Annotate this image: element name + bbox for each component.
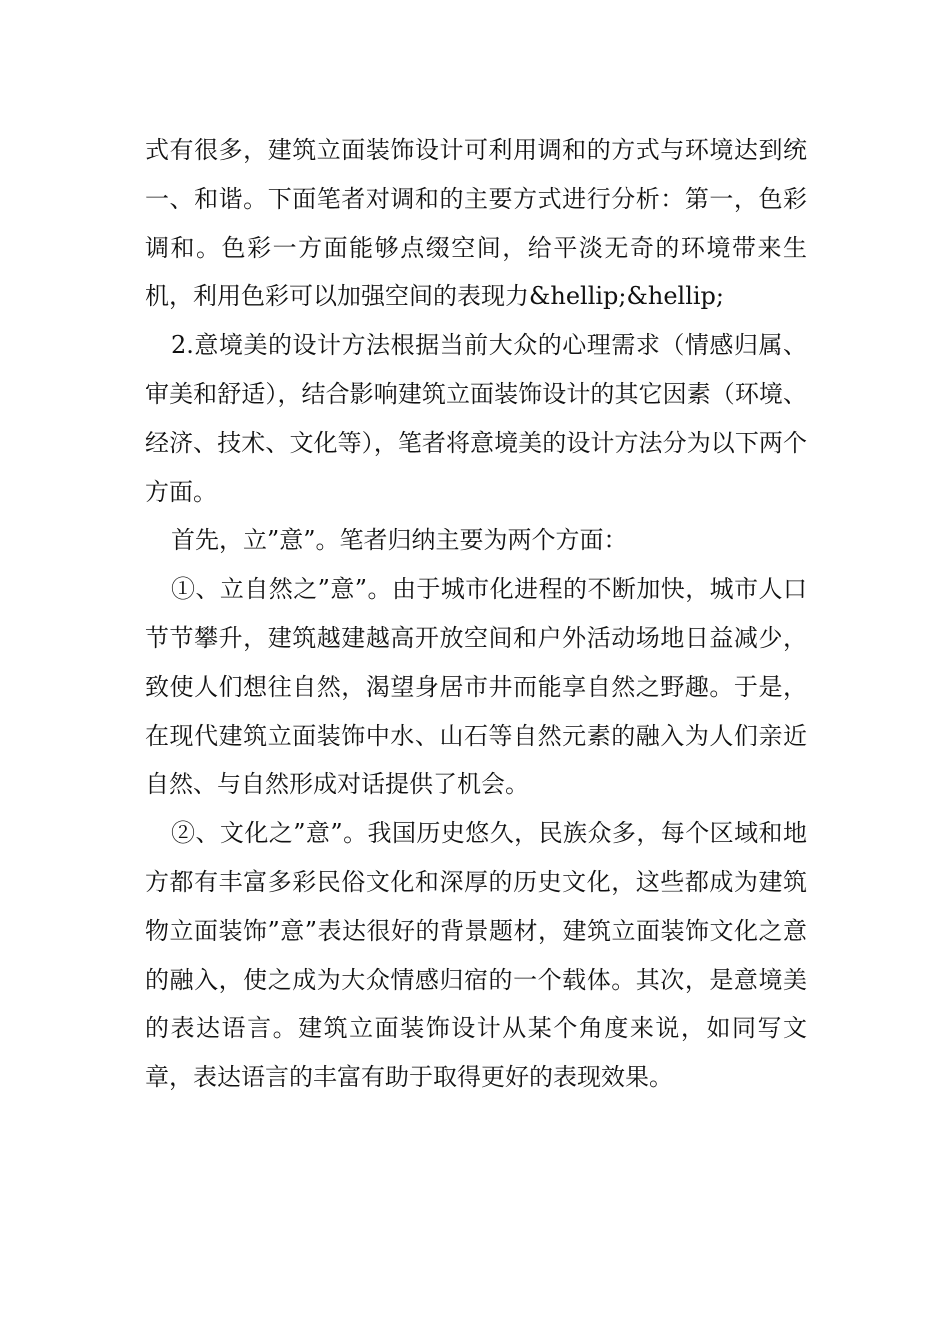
- paragraph-first-intent: 首先，立”意”。笔者归纳主要为两个方面：: [171, 526, 628, 555]
- paragraph-design-method: 2.意境美的设计方法根据当前大众的心理需求（情感归属、审美和舒适），结合影响建筑立面装饰设计的其它因素（环境、经济、技术、文化等），笔者将意境美的设计方法分为以下两个方面。: [145, 331, 807, 506]
- paragraph-nature-intent: ①、立自然之”意”。由于城市化进程的不断加快，城市人口节节攀升，建筑越建越高开放空间和户外活动场地日益减少，致使人们想往自然，渴望身居市井而能享自然之野趣。于是，在现代建筑立面装饰中水、山石等自然元素的融入为人们亲近自然、与自然形成对话提供了机会。: [145, 575, 807, 799]
- document-body: [145, 126, 807, 1102]
- paragraph-continuation: 式有很多，建筑立面装饰设计可利用调和的方式与环境达到统一、和谐。下面笔者对调和的主要方式进行分析：第一，色彩调和。色彩一方面能够点缀空间，给平淡无奇的环境带来生机，利用色彩可以加强空间的表现力&hellip;&hellip;: [145, 136, 807, 311]
- paragraph-culture-intent: ②、文化之”意”。我国历史悠久，民族众多，每个区域和地方都有丰富多彩民俗文化和深厚的历史文化，这些都成为建筑物立面装饰”意”表达很好的背景题材，建筑立面装饰文化之意的融入，使之成为大众情感归宿的一个载体。其次，是意境美的表达语言。建筑立面装饰设计从某个角度来说，如同写文章，表达语言的丰富有助于取得更好的表现效果。: [145, 819, 807, 1092]
